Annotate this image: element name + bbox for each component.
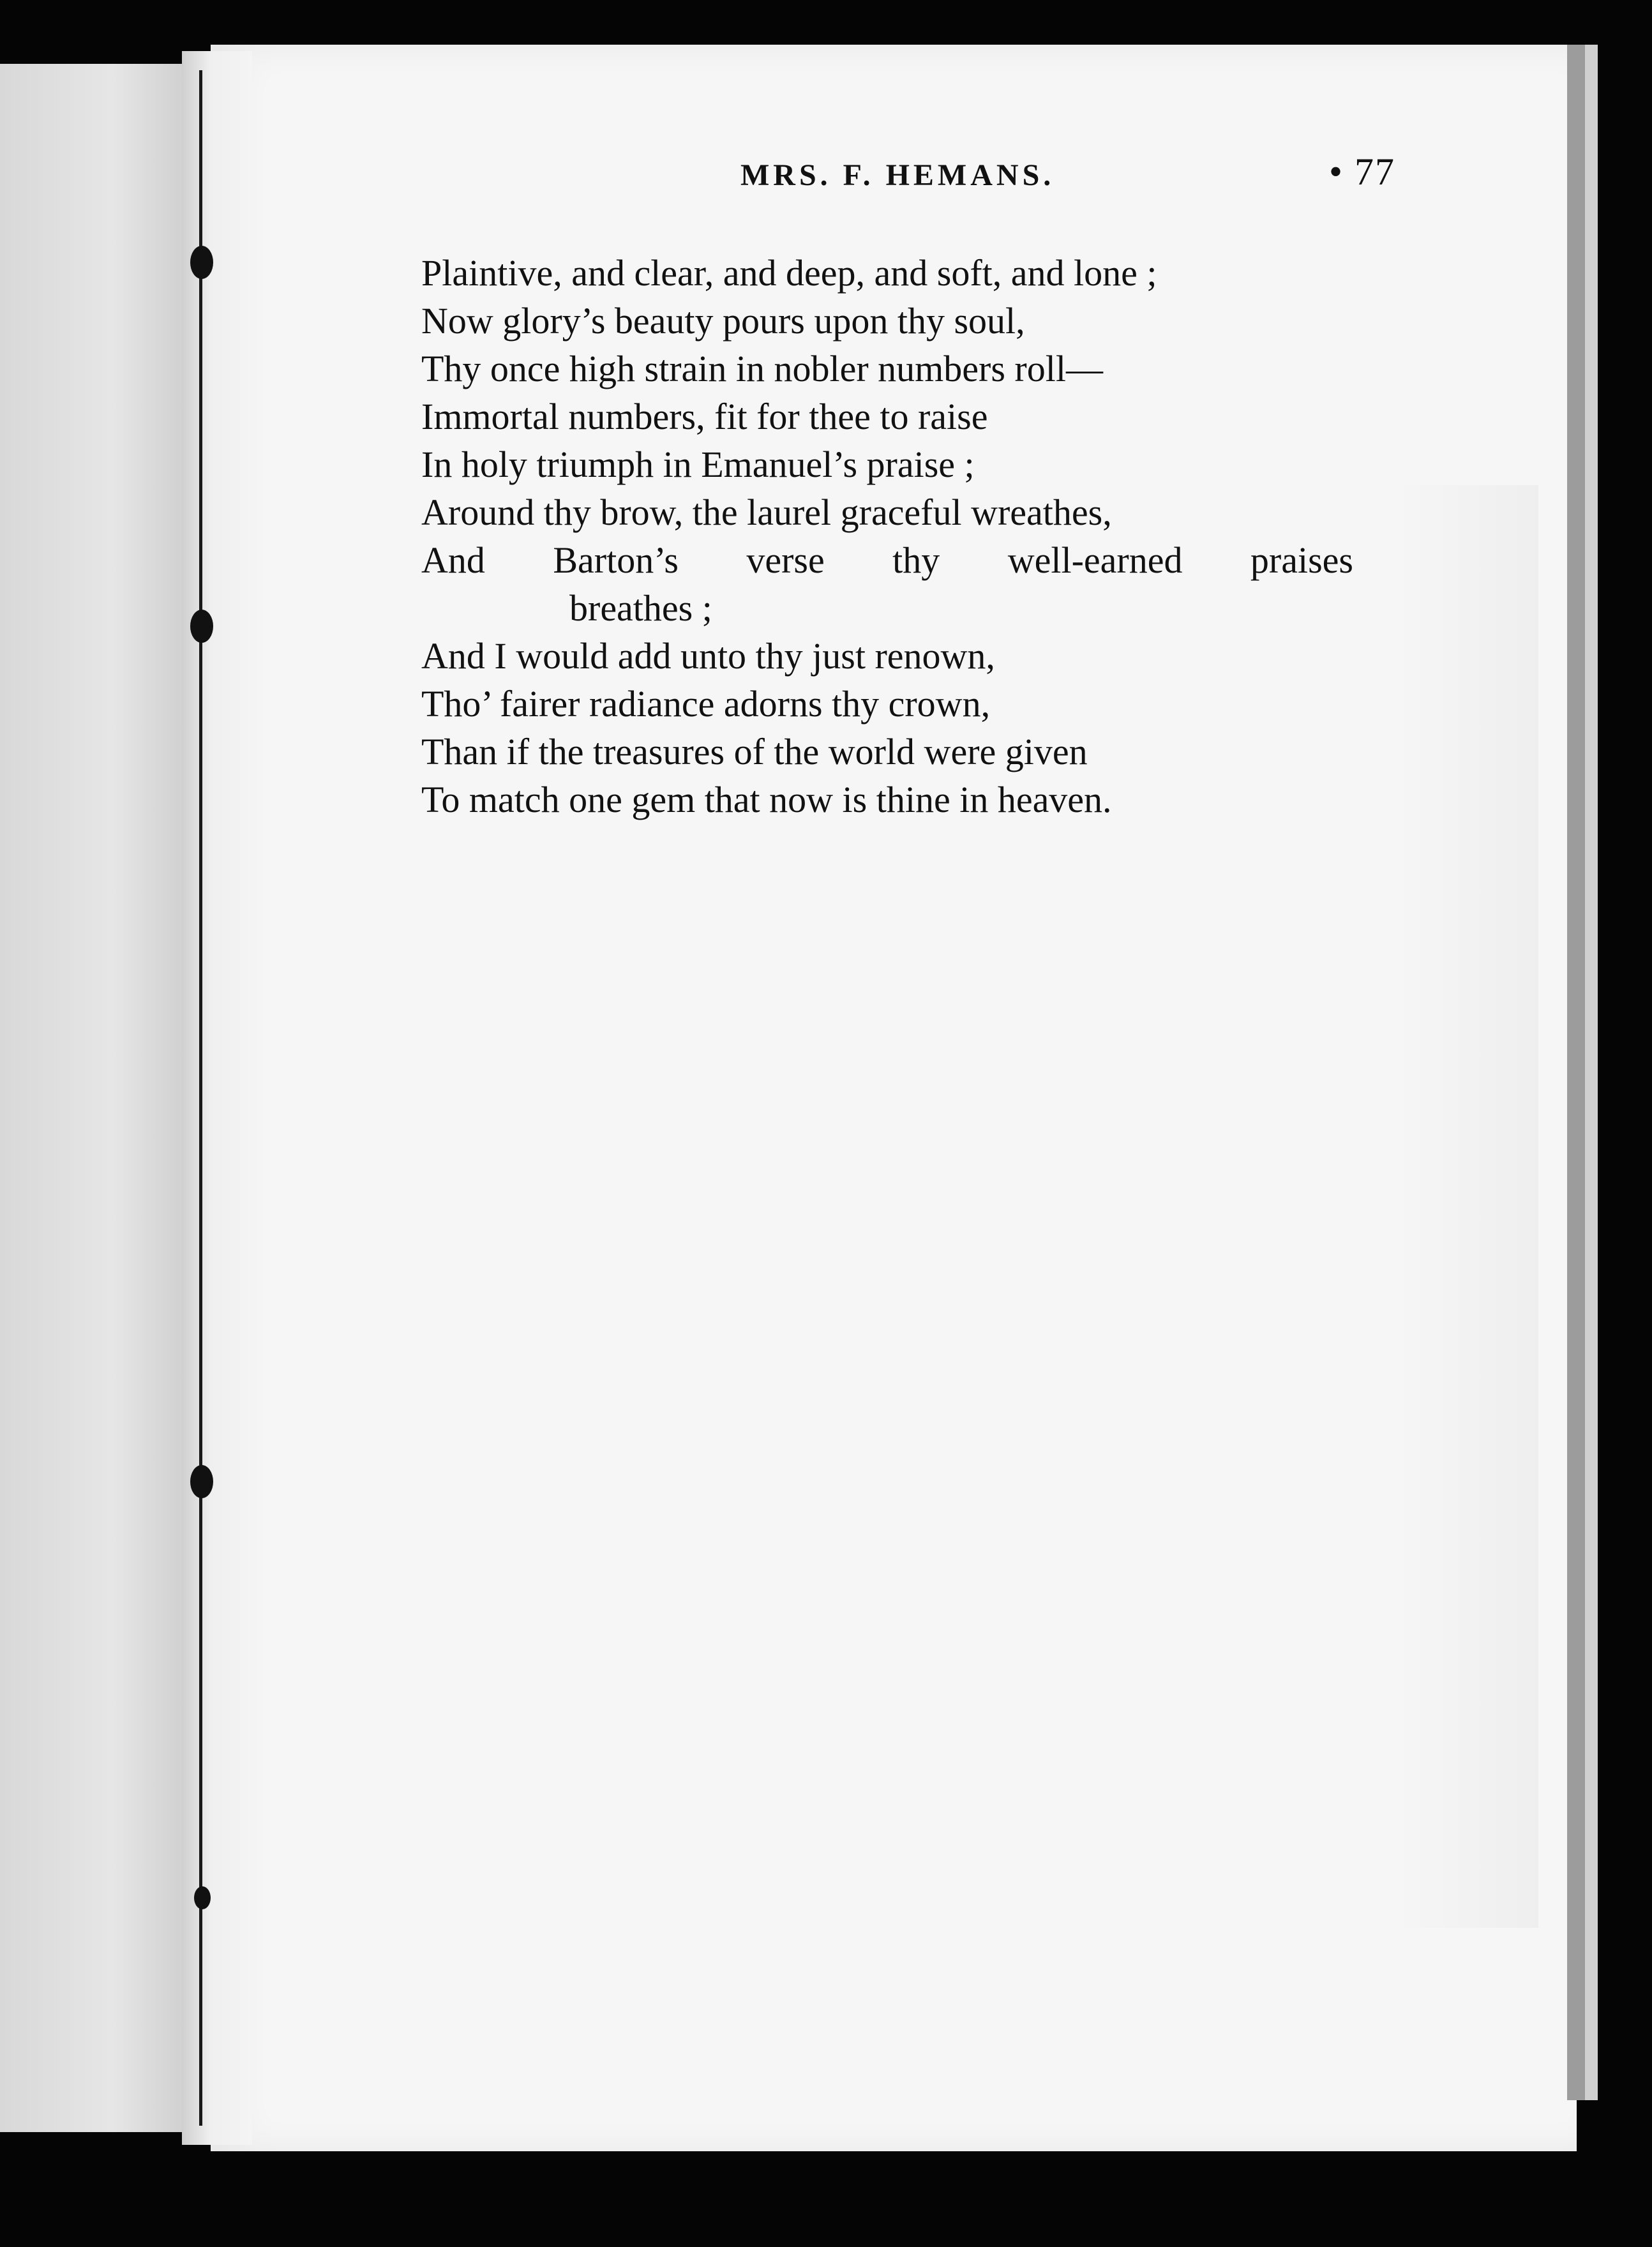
binding-knot bbox=[194, 1886, 211, 1909]
page-header bbox=[0, 150, 1652, 201]
book-gutter bbox=[182, 51, 252, 2145]
binding-knot bbox=[190, 1465, 213, 1498]
poem-line: Plaintive, and clear, and deep, and soft, and lone ; bbox=[421, 252, 1157, 294]
page-edge-shadow bbox=[1567, 45, 1585, 2100]
binding-thread bbox=[199, 70, 202, 2126]
running-head: MRS. F. HEMANS. bbox=[740, 158, 1055, 192]
poem-line: Thy once high strain in nobler numbers roll— bbox=[421, 348, 1103, 389]
poem-text bbox=[421, 249, 1417, 823]
poem-line: Around thy brow, the laurel graceful wreathes, bbox=[421, 492, 1112, 533]
poem-line: In holy triumph in Emanuel’s praise ; bbox=[421, 444, 975, 485]
page-number: • 77 bbox=[1329, 151, 1396, 193]
poem-line-turnover: breathes ; bbox=[569, 587, 712, 629]
poem-line: Than if the treasures of the world were given bbox=[421, 731, 1088, 772]
poem-line: Now glory’s beauty pours upon thy soul, bbox=[421, 300, 1025, 342]
poem-line: Tho’ fairer radiance adorns thy crown, bbox=[421, 683, 991, 725]
left-page-edge bbox=[0, 64, 188, 2132]
poem-line: And Barton’s verse thy well-earned praises bbox=[421, 539, 1353, 581]
poem-line: Immortal numbers, fit for thee to raise bbox=[421, 396, 988, 437]
binding-knot bbox=[190, 246, 213, 279]
binding-knot bbox=[190, 610, 213, 643]
poem-line: And I would add unto thy just renown, bbox=[421, 635, 995, 677]
poem-line: To match one gem that now is thine in heaven. bbox=[421, 779, 1112, 820]
page-edge-highlight bbox=[1585, 45, 1598, 2100]
